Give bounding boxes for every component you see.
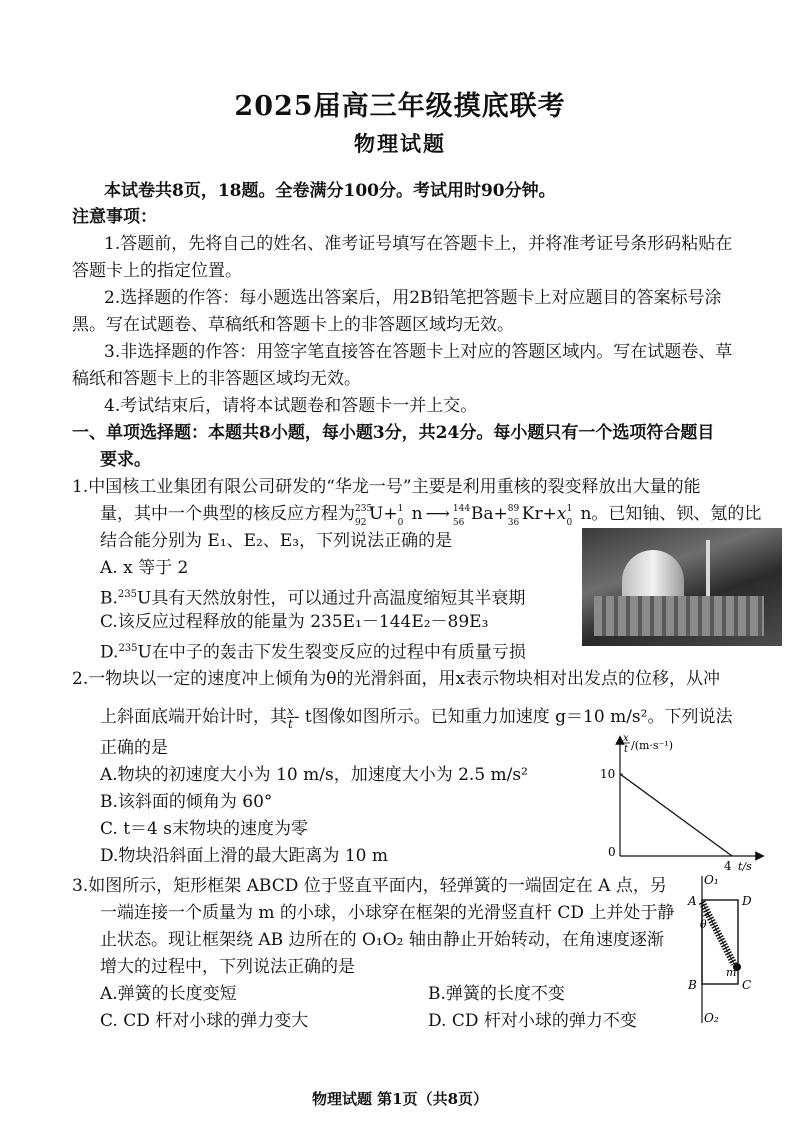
spring-core: [702, 902, 734, 964]
q3-stem-line-4: 增大的过程中，下列说法正确的是: [100, 957, 355, 977]
neutron2-charge: 0: [566, 518, 573, 528]
nuclide-barium: [452, 503, 494, 528]
q2-option-a: A.物块的初速度大小为 10 m/s，加速度大小为 2.5 m/s²: [100, 765, 528, 785]
q3-stem-line-3: 止状态。现让框架绕 AB 边所在的 O₁O₂ 轴由静止开始转动，在角速度逐渐: [100, 930, 664, 950]
label-D: D: [742, 894, 752, 908]
q1-option-b-mass: 235: [117, 589, 137, 600]
krypton-charge: 36: [507, 518, 520, 528]
q3-option-b: B.弹簧的长度不变: [428, 984, 565, 1004]
label-O1: O₁: [704, 873, 719, 887]
neutron2-symbol: n: [580, 504, 592, 524]
barium-charge: 56: [452, 518, 465, 528]
chart-x-label: t/s: [738, 860, 752, 872]
neutron2-mass: 1: [566, 504, 573, 514]
krypton-mass: 89: [507, 504, 520, 514]
q1-option-d-text: U在中子的轰击下发生裂变反应的过程中有质量亏损: [137, 642, 526, 663]
page-footer: 物理试题 第1页（共8页）: [311, 1090, 489, 1108]
reactor-photo: [582, 528, 782, 646]
q1-option-b-label: B.: [100, 588, 118, 609]
q1-option-b: [100, 584, 525, 610]
q1-option-c: C.该反应过程释放的能量为 235E₁－144E₂－89E₃: [100, 612, 489, 632]
neutron-charge: 0: [397, 518, 404, 528]
chart-y-label-den: t: [624, 744, 629, 755]
exam-subtitle: 物理试题: [354, 131, 446, 156]
chart-origin: 0: [608, 845, 616, 859]
notice-item-1a: 1.答题前，先将自己的姓名、准考证号填写在答题卡上，并将准考证号条形码粘贴在: [104, 234, 733, 254]
q1-option-d-label: D.: [100, 642, 119, 663]
q1-stem-pre: 量，其中一个典型的核反应方程为: [100, 504, 355, 524]
notice-item-2a: 2.选择题的作答：每小题选出答案后，用2B铅笔把答题卡上对应题目的答案标号涂: [104, 288, 722, 308]
q2-option-d: D.物块沿斜面上滑的最大距离为 10 m: [100, 846, 388, 866]
chart-y-tick: 10: [600, 767, 616, 781]
q3-stem-line-1: 3.如图所示，矩形框架 ABCD 位于竖直平面内，轻弹簧的一端固定在 A 点，另: [72, 876, 667, 896]
q1-stem-post: 。已知铀、钡、氪的比: [591, 504, 762, 524]
chart-x-tick: 4: [724, 859, 732, 872]
q3-stem-line-2: 一端连接一个质量为 m 的小球，小球穿在框架的光滑竖直杆 CD 上并处于静: [100, 903, 675, 923]
notice-item-4: 4.考试结束后，请将本试题卷和答题卡一并上交。: [104, 396, 478, 416]
q2-stem-pre: 上斜面底端开始计时，其: [100, 707, 287, 727]
q1-option-a: A. x 等于 2: [100, 558, 189, 578]
exam-title: 2025届高三年级摸底联考: [234, 91, 566, 122]
section-1-heading: 一、单项选择题：本题共8小题，每小题3分，共24分。每小题只有一个选项符合题目: [72, 423, 715, 443]
label-C: C: [742, 978, 752, 992]
chart-y-unit: /(m·s⁻¹): [631, 739, 674, 752]
q2-stem-line-1: 2.一物块以一定的速度冲上倾角为θ的光滑斜面，用x表示物块相对出发点的位移，从冲: [72, 669, 721, 689]
exam-intro: 本试卷共8页，18题。全卷满分100分。考试用时90分钟。: [104, 181, 556, 201]
notice-item-3b: 稿纸和答题卡上的非答题区域均无效。: [72, 369, 361, 389]
notice-item-3a: 3.非选择题的作答：用签字笔直接答在答题卡上对应的答题区域内。写在试题卷、草: [104, 342, 733, 362]
neutron-mass: 1: [397, 504, 404, 514]
q2-option-c: C. t＝4 s末物块的速度为零: [100, 819, 308, 839]
q2-stem-line-3: 正确的是: [100, 738, 168, 758]
q2-xt-chart: [596, 732, 766, 872]
notice-item-1b: 答题卡上的指定位置。: [72, 261, 242, 281]
uranium-mass: 235: [355, 504, 373, 514]
q2-stem-line-2: [100, 705, 732, 730]
nuclide-uranium: [355, 503, 384, 528]
q3-option-c: C. CD 杆对小球的弹力变大: [100, 1011, 309, 1031]
q1-option-d-mass: 235: [118, 643, 138, 654]
notice-label: 注意事项：: [72, 207, 157, 227]
uranium-symbol: U: [369, 504, 384, 524]
q2-frac-num: x: [287, 704, 294, 718]
neutron-coefficient: x: [556, 504, 567, 524]
notice-item-2b: 黑。写在试题卷、草稿纸和答题卡上的非答题区域均无效。: [72, 315, 514, 335]
q1-stem-line-2: 量，其中一个典型的核反应方程为 235 92 U+ 1 0 n ⟶ 144 56 Ba+ 89 36 Kr+x 1 0 n。已知铀、钡、氪的比: [100, 503, 761, 525]
label-theta: θ: [700, 918, 707, 931]
section-1-heading-cont: 要求。: [100, 450, 151, 470]
q1-option-d: [100, 638, 526, 664]
barium-mass: 144: [452, 504, 471, 514]
q2-stem-post: - t图像如图所示。已知重力加速度 g＝10 m/s²。下列说法: [293, 707, 733, 727]
q1-stem-line-3: 结合能分别为 E₁、E₂、E₃，下列说法正确的是: [100, 531, 453, 551]
chart-y-label-num: x: [623, 733, 629, 744]
q1-stem-line-1: 1.中国核工业集团有限公司研发的“华龙一号”主要是利用重核的裂变释放出大量的能: [72, 477, 701, 497]
q1-option-b-text: U具有天然放射性，可以通过升高温度缩短其半衰期: [137, 588, 526, 609]
krypton-symbol: Kr: [521, 504, 543, 524]
reaction-arrow: ⟶: [425, 504, 450, 524]
uranium-charge: 92: [355, 518, 367, 528]
reactor-base: [594, 596, 764, 636]
q3-option-d: D. CD 杆对小球的弹力不变: [428, 1011, 637, 1031]
q2-frac-den: t: [287, 717, 293, 731]
q2-option-b: B.该斜面的倾角为 60°: [100, 792, 273, 812]
label-A: A: [688, 894, 697, 908]
reactor-crane: [706, 540, 710, 602]
neutron-symbol: n: [411, 504, 423, 524]
barium-symbol: Ba: [470, 504, 494, 524]
nuclide-neutron: [397, 503, 423, 528]
chart-series-line: [620, 774, 732, 856]
q3-frame-figure: [682, 868, 792, 1028]
q2-fraction: [287, 705, 294, 730]
nuclide-krypton: [507, 503, 543, 528]
label-m: m: [726, 966, 737, 979]
q3-option-a: A.弹簧的长度变短: [100, 984, 237, 1004]
nuclide-neutron-2: [566, 503, 592, 528]
label-O2: O₂: [704, 1011, 719, 1025]
label-B: B: [688, 978, 697, 992]
